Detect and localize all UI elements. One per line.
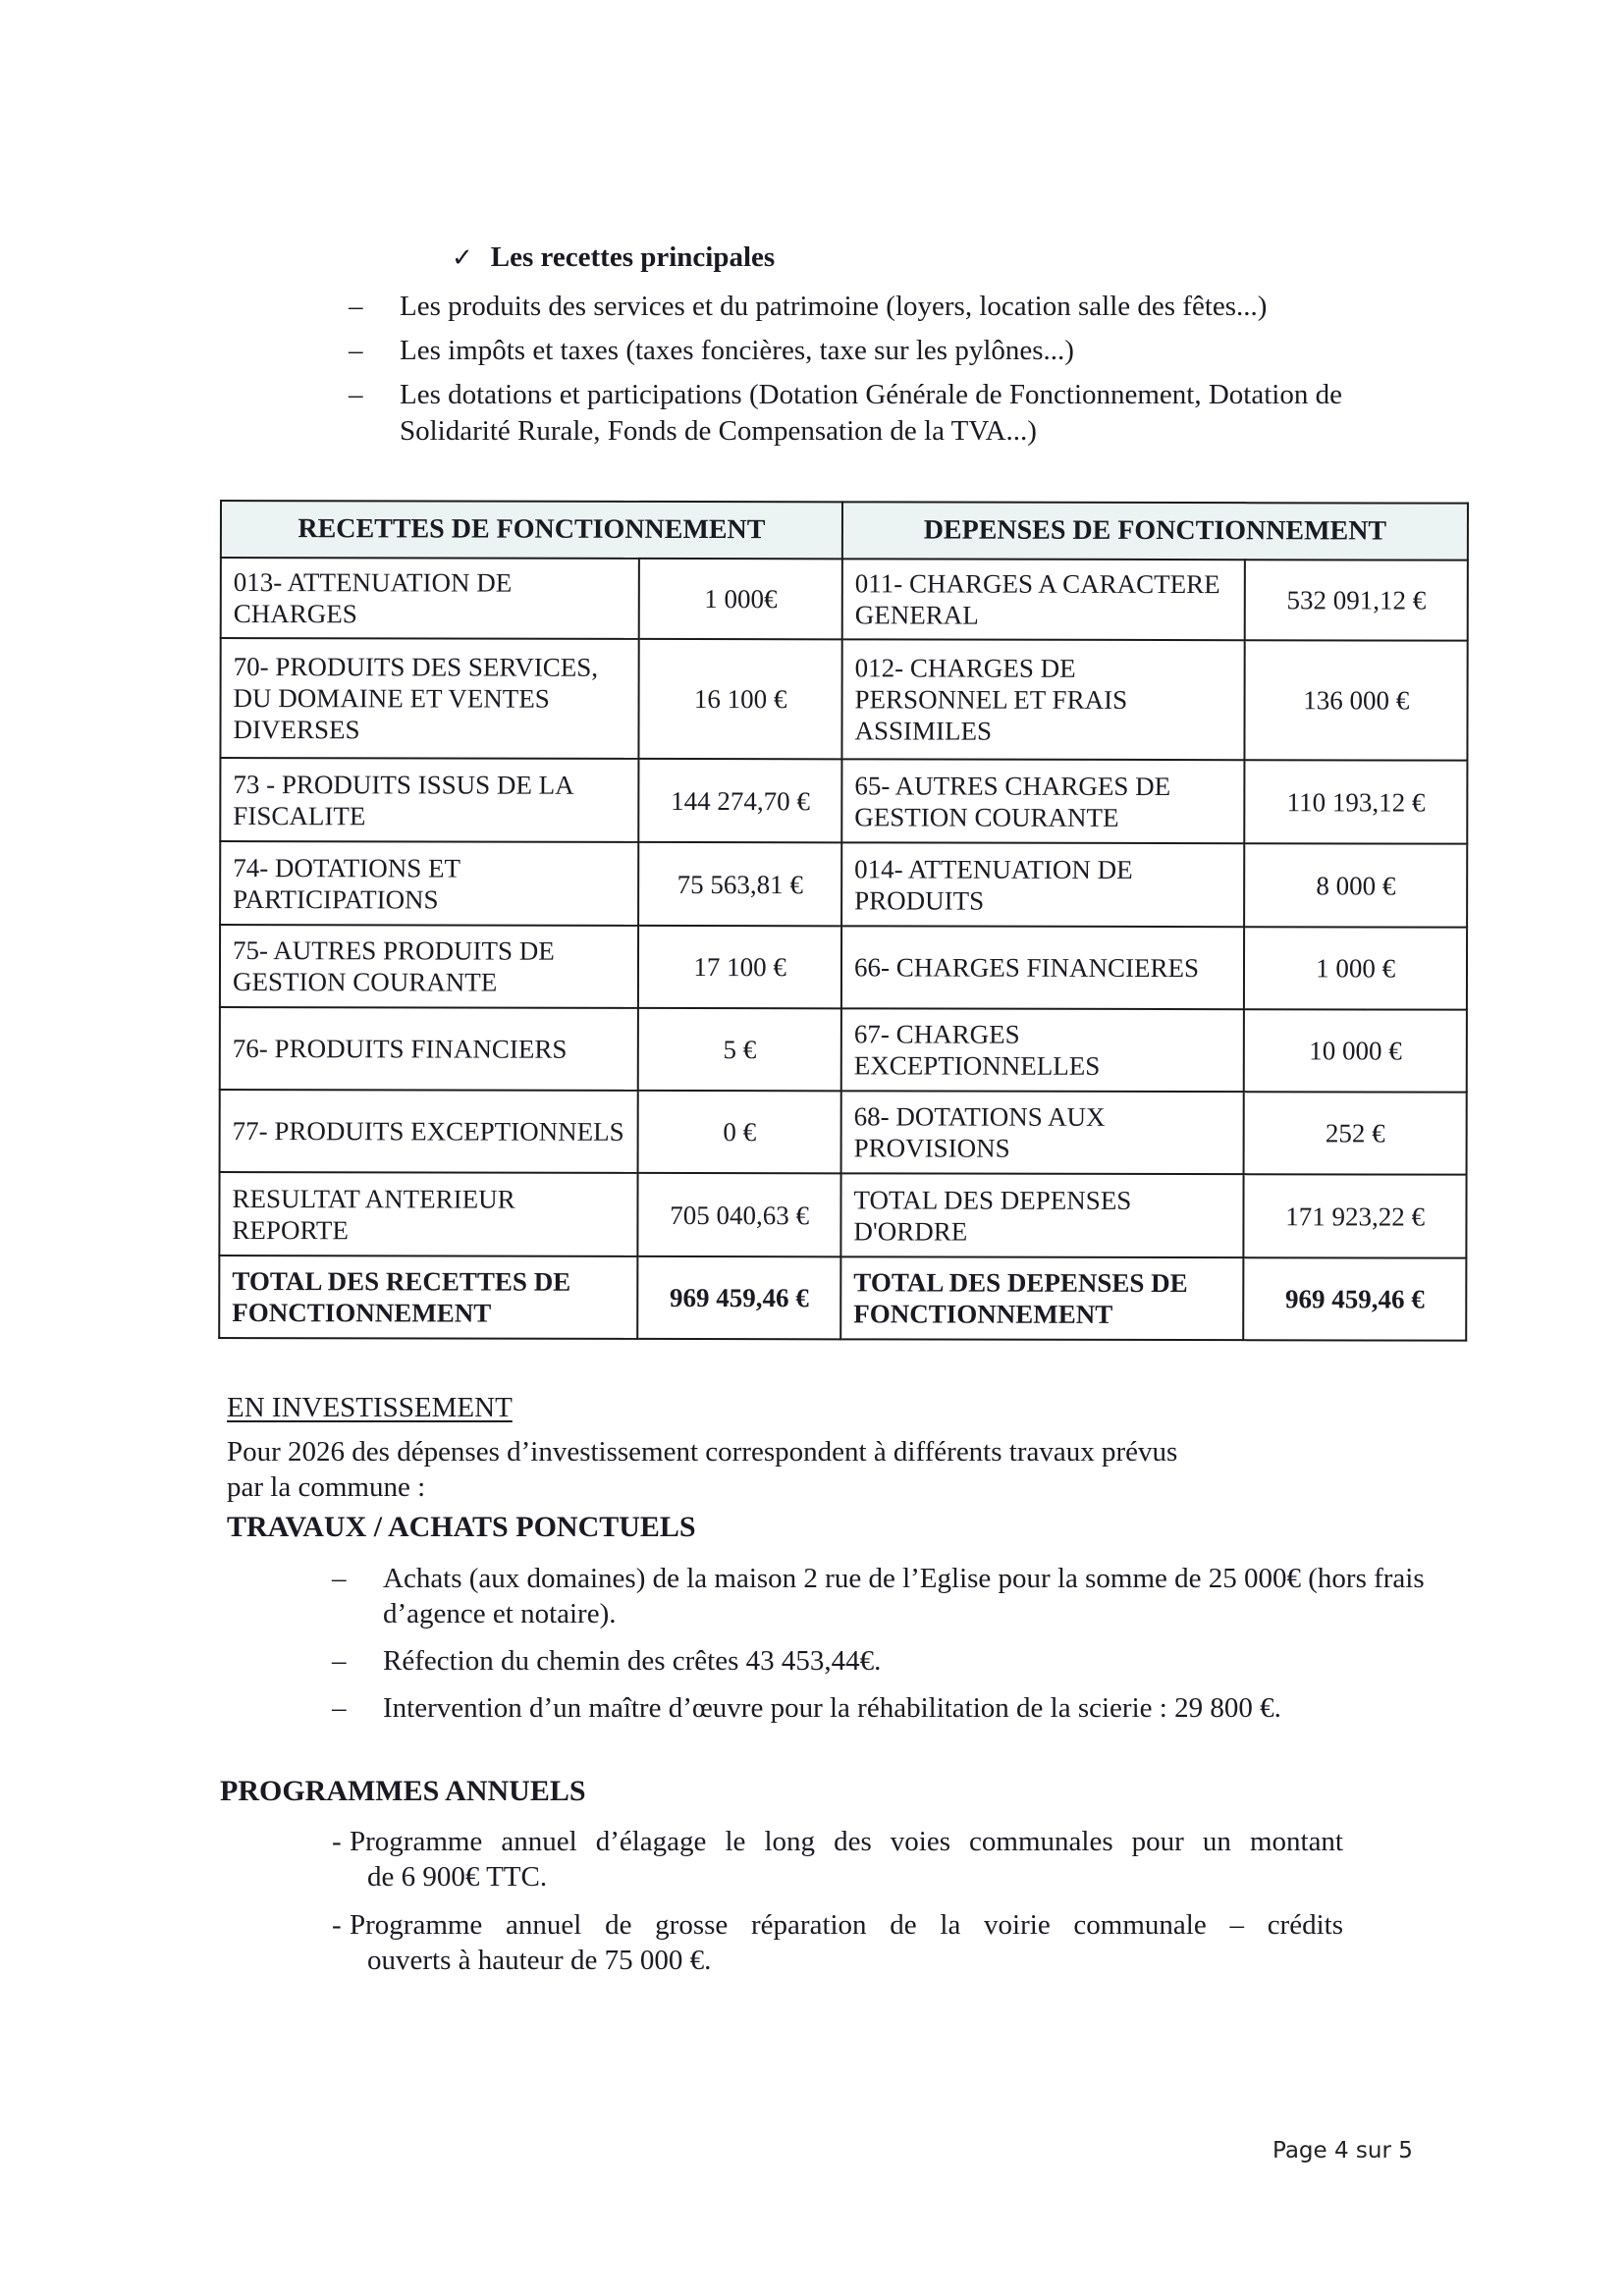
- table-row: [220, 1007, 1467, 1093]
- recette-amount: 16 100 €: [639, 639, 842, 759]
- section-title: Les recettes principales: [490, 241, 776, 273]
- total-depenses-label: TOTAL DES DEPENSES DE FONCTIONNEMENT: [840, 1256, 1244, 1340]
- depense-label: 011- CHARGES A CARACTERE GENERAL: [842, 559, 1245, 640]
- dash-bullet-icon: –: [332, 1645, 347, 1677]
- depense-amount: 110 193,12 €: [1245, 760, 1468, 843]
- recette-label: RESULTAT ANTERIEUR REPORTE: [219, 1172, 637, 1256]
- header-recettes: RECETTES DE FONCTIONNEMENT: [221, 501, 842, 559]
- depense-amount: 252 €: [1244, 1092, 1467, 1174]
- travaux-heading: TRAVAUX / ACHATS PONCTUELS: [227, 1511, 696, 1543]
- recette-label: 74- DOTATIONS ET PARTICIPATIONS: [220, 841, 638, 926]
- recette-amount: 75 563,81 €: [638, 842, 841, 926]
- list-item: – Achats (aux domaines) de la maison 2 rue de l’Eglise pour la somme de 25 000€ (hors frais d’agence et notaire).: [332, 1563, 1425, 1629]
- recette-amount: 5 €: [638, 1008, 841, 1091]
- depense-amount: 532 091,12 €: [1245, 560, 1468, 640]
- hyphen-bullet-icon: -: [332, 1826, 342, 1857]
- recette-amount: 1 000€: [639, 559, 842, 639]
- recette-amount: 0 €: [638, 1091, 841, 1173]
- programmes-heading: PROGRAMMES ANNUELS: [220, 1775, 586, 1807]
- dash-bullet-icon: –: [349, 335, 363, 366]
- depense-amount: 1 000 €: [1244, 927, 1467, 1009]
- investissement-heading: EN INVESTISSEMENT: [227, 1392, 513, 1423]
- table-row: [220, 925, 1467, 1010]
- depense-label: 012- CHARGES DE PERSONNEL ET FRAIS ASSIMILES: [841, 639, 1245, 760]
- list-item: – Les impôts et taxes (taxes foncières, taxe sur les pylônes...): [349, 333, 1448, 369]
- investissement-intro: Pour 2026 des dépenses d’investissement correspondent à différents travaux prévus par la commune :: [227, 1436, 1178, 1503]
- dash-bullet-icon: –: [349, 291, 363, 322]
- depense-amount: 171 923,22 €: [1244, 1174, 1467, 1257]
- list-item: – Les produits des services et du patrimoine (loyers, location salle des fêtes...): [349, 289, 1448, 325]
- recette-amount: 705 040,63 €: [638, 1173, 841, 1256]
- table-row: [220, 1090, 1467, 1175]
- section-heading-recettes: [452, 241, 775, 274]
- dash-bullet-icon: –: [349, 379, 363, 410]
- list-item: – Intervention d’un maître d’œuvre pour la réhabilitation de la scierie : 29 800 €.: [332, 1692, 1281, 1724]
- total-depenses-amount: 969 459,46 €: [1244, 1257, 1467, 1340]
- total-recettes-label: TOTAL DES RECETTES DE FONCTIONNEMENT: [219, 1255, 637, 1339]
- depense-amount: 8 000 €: [1244, 843, 1467, 927]
- depense-label: 65- AUTRES CHARGES DE GESTION COURANTE: [841, 759, 1245, 843]
- hyphen-bullet-icon: -: [332, 1909, 342, 1941]
- depense-label: 66- CHARGES FINANCIERES: [841, 926, 1245, 1009]
- depense-amount: 136 000 €: [1245, 640, 1468, 760]
- recette-label: 70- PRODUITS DES SERVICES, DU DOMAINE ET VENTES DIVERSES: [220, 638, 638, 759]
- depense-label: 68- DOTATIONS AUX PROVISIONS: [841, 1091, 1245, 1174]
- depense-label: 67- CHARGES EXCEPTIONNELLES: [841, 1008, 1245, 1092]
- table-row: [219, 1172, 1466, 1258]
- depense-amount: 10 000 €: [1244, 1009, 1467, 1092]
- recette-label: 76- PRODUITS FINANCIERS: [220, 1007, 638, 1091]
- total-recettes-amount: 969 459,46 €: [637, 1256, 840, 1339]
- table-row: [220, 638, 1467, 761]
- recettes-list: [349, 289, 1448, 457]
- list-item: - Programme annuel de grosse réparation de la voirie communale – crédits ouverts à hauteur de 75 000 €.: [332, 1909, 1343, 1976]
- table-row: [220, 758, 1467, 844]
- table-row: [220, 841, 1467, 928]
- list-item: – Les dotations et participations (Dotation Générale de Fonctionnement, Dotation de Solidarité Rurale, Fonds de Compensation de la TVA...): [349, 379, 1342, 447]
- list-item: - Programme annuel d’élagage le long des voies communales pour un montant de 6 900€ TTC.: [332, 1826, 1343, 1893]
- recette-label: 73 - PRODUITS ISSUS DE LA FISCALITE: [220, 758, 638, 842]
- budget-fonctionnement-table: [218, 500, 1469, 1342]
- recette-label: 75- AUTRES PRODUITS DE GESTION COURANTE: [220, 925, 638, 1008]
- recette-amount: 17 100 €: [638, 926, 841, 1008]
- recette-label: 77- PRODUITS EXCEPTIONNELS: [220, 1090, 638, 1173]
- recette-amount: 144 274,70 €: [639, 759, 842, 842]
- depense-label: 014- ATTENUATION DE PRODUITS: [841, 842, 1245, 927]
- travaux-list: [332, 1561, 1432, 1737]
- dash-bullet-icon: –: [332, 1692, 347, 1724]
- header-depenses: DEPENSES DE FONCTIONNEMENT: [842, 502, 1468, 560]
- table-row: [221, 558, 1468, 641]
- depense-label: TOTAL DES DEPENSES D'ORDRE: [840, 1173, 1244, 1257]
- programmes-list: [332, 1824, 1343, 1991]
- list-item: – Réfection du chemin des crêtes 43 453,44€.: [332, 1645, 882, 1677]
- table-total-row: [219, 1255, 1466, 1341]
- page-number: Page 4 sur 5: [1272, 2138, 1413, 2163]
- recette-label: 013- ATTENUATION DE CHARGES: [221, 558, 639, 639]
- checkmark-icon: ✓: [452, 243, 473, 272]
- dash-bullet-icon: –: [332, 1563, 347, 1594]
- table-header-row: [221, 501, 1468, 561]
